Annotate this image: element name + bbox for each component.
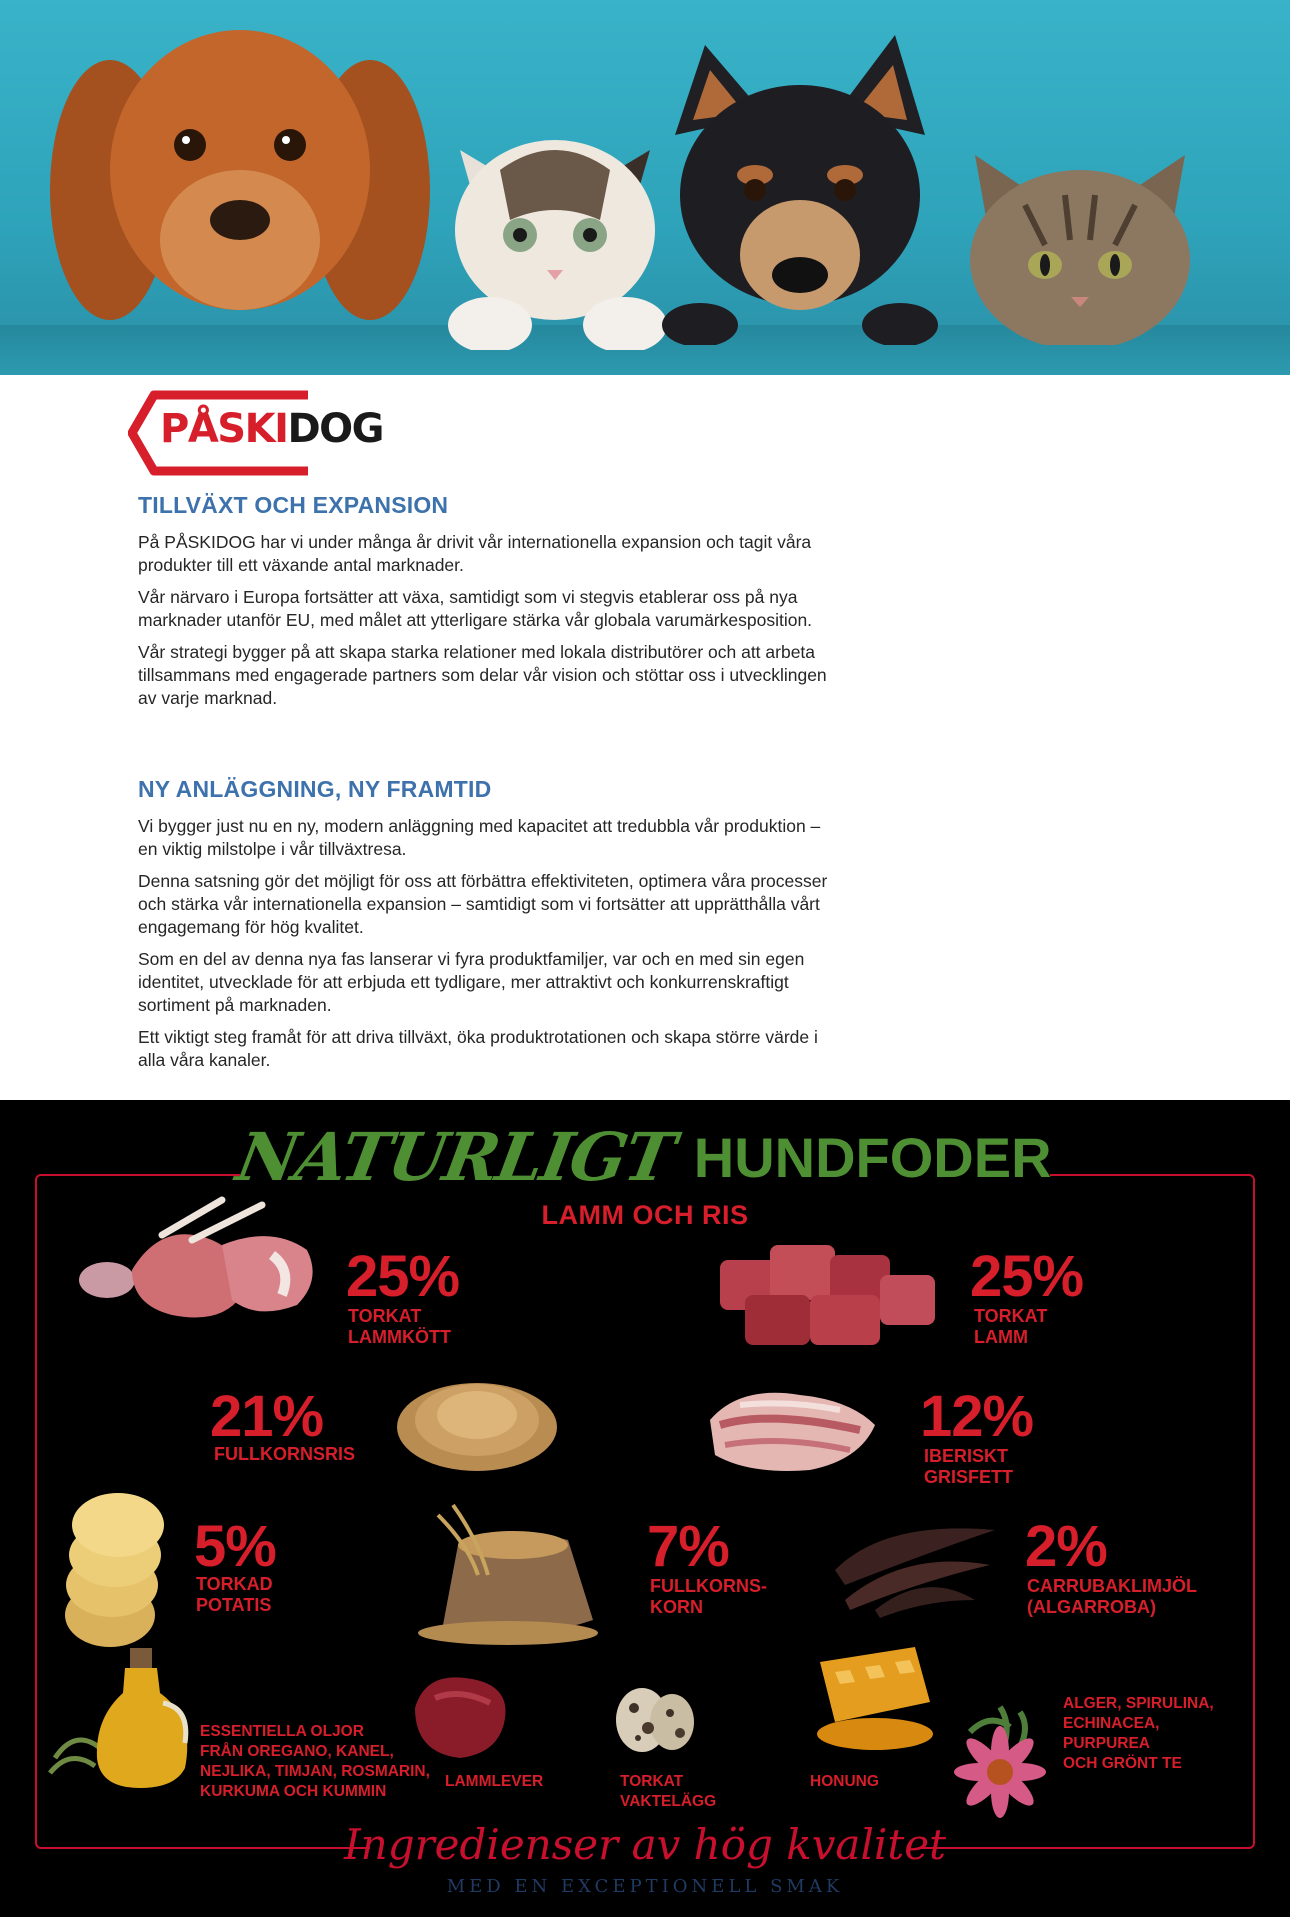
label-rice: FULLKORNSRIS [214, 1444, 355, 1464]
ingredients-panel [0, 1100, 1290, 1917]
tagline: Ingredienser av hög kvalitet [344, 1820, 946, 1869]
honeycomb-icon [805, 1642, 935, 1752]
label-lamb-liver: LAMMLEVER [445, 1773, 544, 1790]
potato-slices-icon [60, 1490, 170, 1650]
pct-rice: 21% [210, 1384, 324, 1449]
facility-section [138, 776, 828, 1081]
logo-paski-text: PÅSKI [160, 406, 288, 452]
label-algae: ALGER, SPIRULINA, ECHINACEA, PURPUREA OCH GRÖNT TE [1063, 1695, 1214, 1772]
pork-fat-icon [700, 1380, 880, 1480]
facility-paragraph-2: Denna satsning gör det möjligt för oss att förbättra effektiviteten, optimera våra processer och stärka vår internationella expansion – samtidigt som vi fortsätter att upprätthålla vårt engagemang för hög kvalitet. [138, 871, 828, 937]
calico-kitten-illustration [440, 110, 670, 350]
pct-barley: 7% [647, 1514, 729, 1579]
product-title [0, 1118, 1290, 1196]
logo-dog-text: DOG [287, 406, 384, 452]
olive-oil-bottle-icon [45, 1648, 195, 1793]
tabby-cat-illustration [955, 125, 1205, 345]
facility-paragraph-1: Vi bygger just nu en ny, modern anläggning med kapacitet att tredubbla vår produktion – en viktig milstolpe i vår tillväxtresa. [138, 816, 821, 859]
product-subtitle: LAMM OCH RIS [541, 1200, 749, 1230]
facility-heading: NY ANLÄGGNING, NY FRAMTID [138, 776, 492, 802]
label-lamb-meat: TORKAT LAMMKÖTT [348, 1306, 451, 1347]
pct-lamb-meat: 25% [346, 1244, 460, 1309]
echinacea-flower-icon [950, 1692, 1055, 1802]
pct-potato: 5% [194, 1514, 276, 1579]
black-tan-dog-illustration [655, 25, 945, 345]
quail-eggs-icon [610, 1678, 700, 1758]
pct-pork-fat: 12% [920, 1384, 1034, 1449]
facility-paragraph-3: Som en del av denna nya fas lanserar vi fyra produktfamiljer, var och en med sin egen identitet, utvecklade för att erbjuda ett tydligare, mer attraktivt och konkurrenskraftigt sortiment på marknaden. [138, 949, 805, 1015]
lamb-chops-icon [72, 1200, 332, 1330]
logo-wordmark [160, 406, 383, 452]
label-quail-eggs: TORKAT VAKTELÄGG [620, 1773, 717, 1810]
growth-heading: TILLVÄXT OCH EXPANSION [138, 492, 449, 518]
lamb-liver-icon [405, 1668, 515, 1763]
hero-pets-banner [0, 0, 1290, 375]
label-potato: TORKAD POTATIS [196, 1574, 273, 1615]
title-bold: HUNDFODER [693, 1125, 1052, 1189]
title-script: NATURLIGT [231, 1118, 680, 1196]
barley-sack-icon [418, 1505, 613, 1645]
label-barley: FULLKORNS- KORN [650, 1576, 767, 1617]
tagline-sub: MED EN EXCEPTIONELL SMAK [446, 1876, 844, 1897]
growth-paragraph-1: På PÅSKIDOG har vi under många år drivit vår internationella expansion och tagit våra produkter till ett växande antal marknader. [138, 532, 812, 575]
label-honey: HONUNG [810, 1773, 879, 1790]
paskidog-logo [128, 390, 408, 476]
pct-lamb: 25% [970, 1244, 1084, 1309]
label-lamb: TORKAT LAMM [974, 1306, 1048, 1347]
label-carob: CARRUBAKLIMJÖL (ALGARROBA) [1027, 1576, 1197, 1617]
rice-grains-icon [392, 1365, 562, 1475]
growth-section [138, 492, 828, 719]
carob-pods-icon [825, 1510, 1000, 1620]
lamb-cubes-icon [710, 1240, 940, 1350]
label-pork-fat: IBERISKT GRISFETT [924, 1446, 1013, 1487]
growth-paragraph-2: Vår närvaro i Europa fortsätter att växa, samtidigt som vi stegvis etablerar oss på nya marknader utanför EU, med målet att ytterligare stärka vår globala varumärkesposition. [138, 587, 813, 630]
label-essential-oils: ESSENTIELLA OLJOR FRÅN OREGANO, KANEL, NEJLIKA, TIMJAN, ROSMARIN, KURKUMA OCH KUMMIN [200, 1723, 430, 1800]
facility-paragraph-4: Ett viktigt steg framåt för att driva tillväxt, öka produktrotationen och skapa större värde i alla våra kanaler. [138, 1027, 818, 1070]
growth-paragraph-3: Vår strategi bygger på att skapa starka relationer med lokala distributörer och att arbeta tillsammans med engagerade partners som delar vår vision och stöttar oss i utvecklingen av varje marknad. [138, 642, 827, 708]
pct-carob: 2% [1025, 1514, 1107, 1579]
spaniel-dog-illustration [40, 20, 440, 340]
